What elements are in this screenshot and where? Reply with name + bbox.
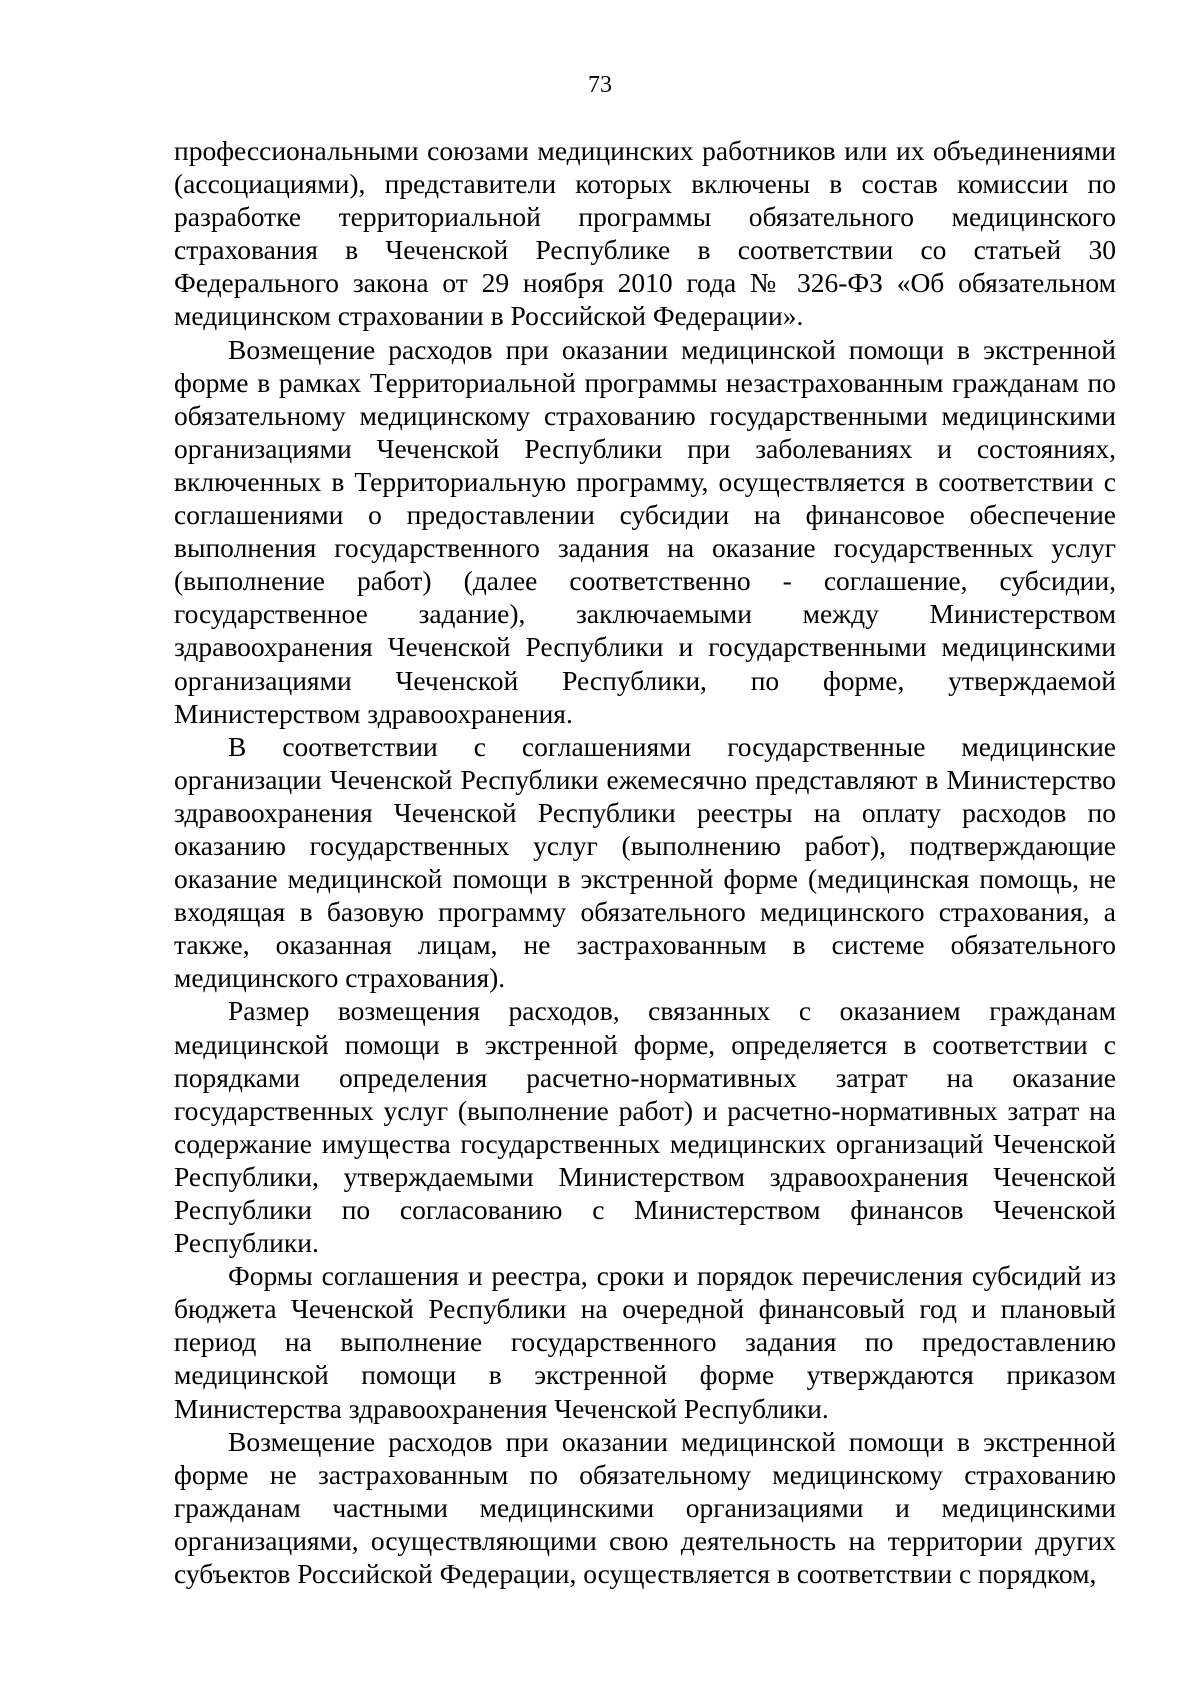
paragraph: профессиональными союзами медицинских работников или их объединениями (ассоциациями), представители которых включены в состав комиссии по разработке территориальной программы обязательного медицинского страхования в Чеченской Республике в соответствии со статьей 30 Федерального закона от 29 ноября 2010 года № 326-ФЗ «Об обязательном медицинском страховании в Российской Федерации».	[174, 135, 1116, 332]
paragraph: В соответствии с соглашениями государственные медицинские организации Чеченской Республики ежемесячно представляют в Министерство здравоохранения Чеченской Республики реестры на оплату расходов по оказанию государственных услуг (выполнению работ), подтверждающие оказание медицинской помощи в экстренной форме (медицинская помощь, не входящая в базовую программу обязательного медицинского страхования, а также, оказанная лицам, не застрахованным в системе обязательного медицинского страхования).	[174, 730, 1116, 994]
paragraph: Формы соглашения и реестра, сроки и порядок перечисления субсидий из бюджета Чеченской Республики на очередной финансовый год и плановый период на выполнение государственного задания по предоставлению медицинской помощи в экстренной форме утверждаются приказом Министерства здравоохранения Чеченской Республики.	[174, 1260, 1116, 1424]
paragraph: Возмещение расходов при оказании медицинской помощи в экстренной форме не застрахованным по обязательному медицинскому страхованию гражданам частными медицинскими организациями и медицинскими организациями, осуществляющими свою деятельность на территории других субъектов Российской Федерации, осуществляется в соответствии с порядком,	[174, 1425, 1116, 1590]
document-body	[174, 134, 1116, 1590]
page-number: 73	[588, 72, 612, 98]
paragraph: Возмещение расходов при оказании медицинской помощи в экстренной форме в рамках Территориальной программы незастрахованным гражданам по обязательному медицинскому страхованию государственными медицинскими организациями Чеченской Республики при заболеваниях и состояниях, включенных в Территориальную программу, осуществляется в соответствии с соглашениями о предоставлении субсидии на финансовое обеспечение выполнения государственного задания на оказание государственных услуг (выполнение работ) (далее соответственно - соглашение, субсидии, государственное задание), заключаемыми между Министерством здравоохранения Чеченской Республики и государственными медицинскими организациями Чеченской Республики, по форме, утверждаемой Министерством здравоохранения.	[174, 333, 1116, 729]
paragraph: Размер возмещения расходов, связанных с оказанием гражданам медицинской помощи в экстренной форме, определяется в соответствии с порядками определения расчетно-нормативных затрат на оказание государственных услуг (выполнение работ) и расчетно-нормативных затрат на содержание имущества государственных медицинских организаций Чеченской Республики, утверждаемыми Министерством здравоохранения Чеченской Республики по согласованию с Министерством финансов Чеченской Республики.	[174, 995, 1116, 1259]
